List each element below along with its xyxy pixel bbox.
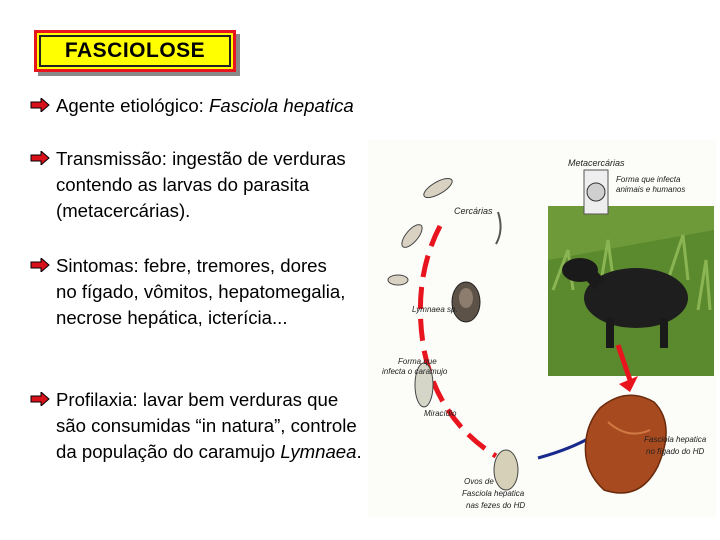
label-ovos-1: Ovos de [464, 477, 494, 486]
bullet-keyword: Transmissão [56, 148, 162, 169]
label-forma-caramujo-1: Forma que [398, 357, 437, 366]
bullet-text: lavar bem verduras que são consumidas “in natura”, controle da população do caramujo [56, 389, 357, 462]
label-fasciola-2: no fígado do HD [646, 447, 705, 456]
label-fasciola-1: Fasciola hepatica [644, 435, 707, 444]
label-cercarias: Cercárias [454, 206, 493, 216]
label-metacercarias: Metacercárias [568, 158, 625, 168]
right-arrow-icon [30, 392, 50, 406]
metacercaria-image [584, 170, 608, 214]
life-cycle-diagram [368, 140, 716, 518]
bullet-keyword: Agente etiológico [56, 95, 199, 116]
bullet-keyword: Sintomas [56, 255, 134, 276]
label-lymnaea: Lymnaea sp. [412, 305, 458, 314]
bullet-profilaxia: Profilaxia: lavar bem verduras que são consumidas “in natura”, controle da população do caramujo Lymnaea. [30, 387, 370, 465]
label-ovos-2: Fasciola hepatica [462, 489, 525, 498]
snail-image [452, 282, 480, 322]
label-miracidio: Miracídio [424, 409, 457, 418]
bullet-keyword: Profilaxia [56, 389, 133, 410]
label-forma-infecta-2: animais e humanos [616, 185, 686, 194]
bullet-transmissao: Transmissão: ingestão de verduras contendo as larvas do parasita (metacercárias). [30, 146, 360, 224]
right-arrow-icon [30, 258, 50, 272]
bullet-italic: Fasciola hepatica [209, 95, 354, 116]
label-ovos-3: nas fezes do HD [466, 501, 526, 510]
bullet-text: febre, tremores, dores no fígado, vômitos, hepatomegalia, necrose hepática, icterícia... [56, 255, 346, 328]
egg-image [494, 450, 518, 490]
bullet-italic: Lymnaea [280, 441, 357, 462]
right-arrow-icon [30, 151, 50, 165]
bullet-text: ingestão de verduras contendo as larvas do parasita (metacercárias). [56, 148, 346, 221]
bullet-sintomas: Sintomas: febre, tremores, dores no fígado, vômitos, hepatomegalia, necrose hepática, icterícia... [30, 253, 350, 331]
title-box [34, 30, 236, 72]
sheep-pasture-photo [548, 206, 714, 376]
label-forma-caramujo-2: infecta o caramujo [382, 367, 448, 376]
right-arrow-icon [30, 98, 50, 112]
bullet-agente: Agente etiológico: Fasciola hepatica [30, 93, 470, 119]
page-title: FASCIOLOSE [39, 35, 231, 67]
label-forma-infecta-1: Forma que infecta [616, 175, 681, 184]
